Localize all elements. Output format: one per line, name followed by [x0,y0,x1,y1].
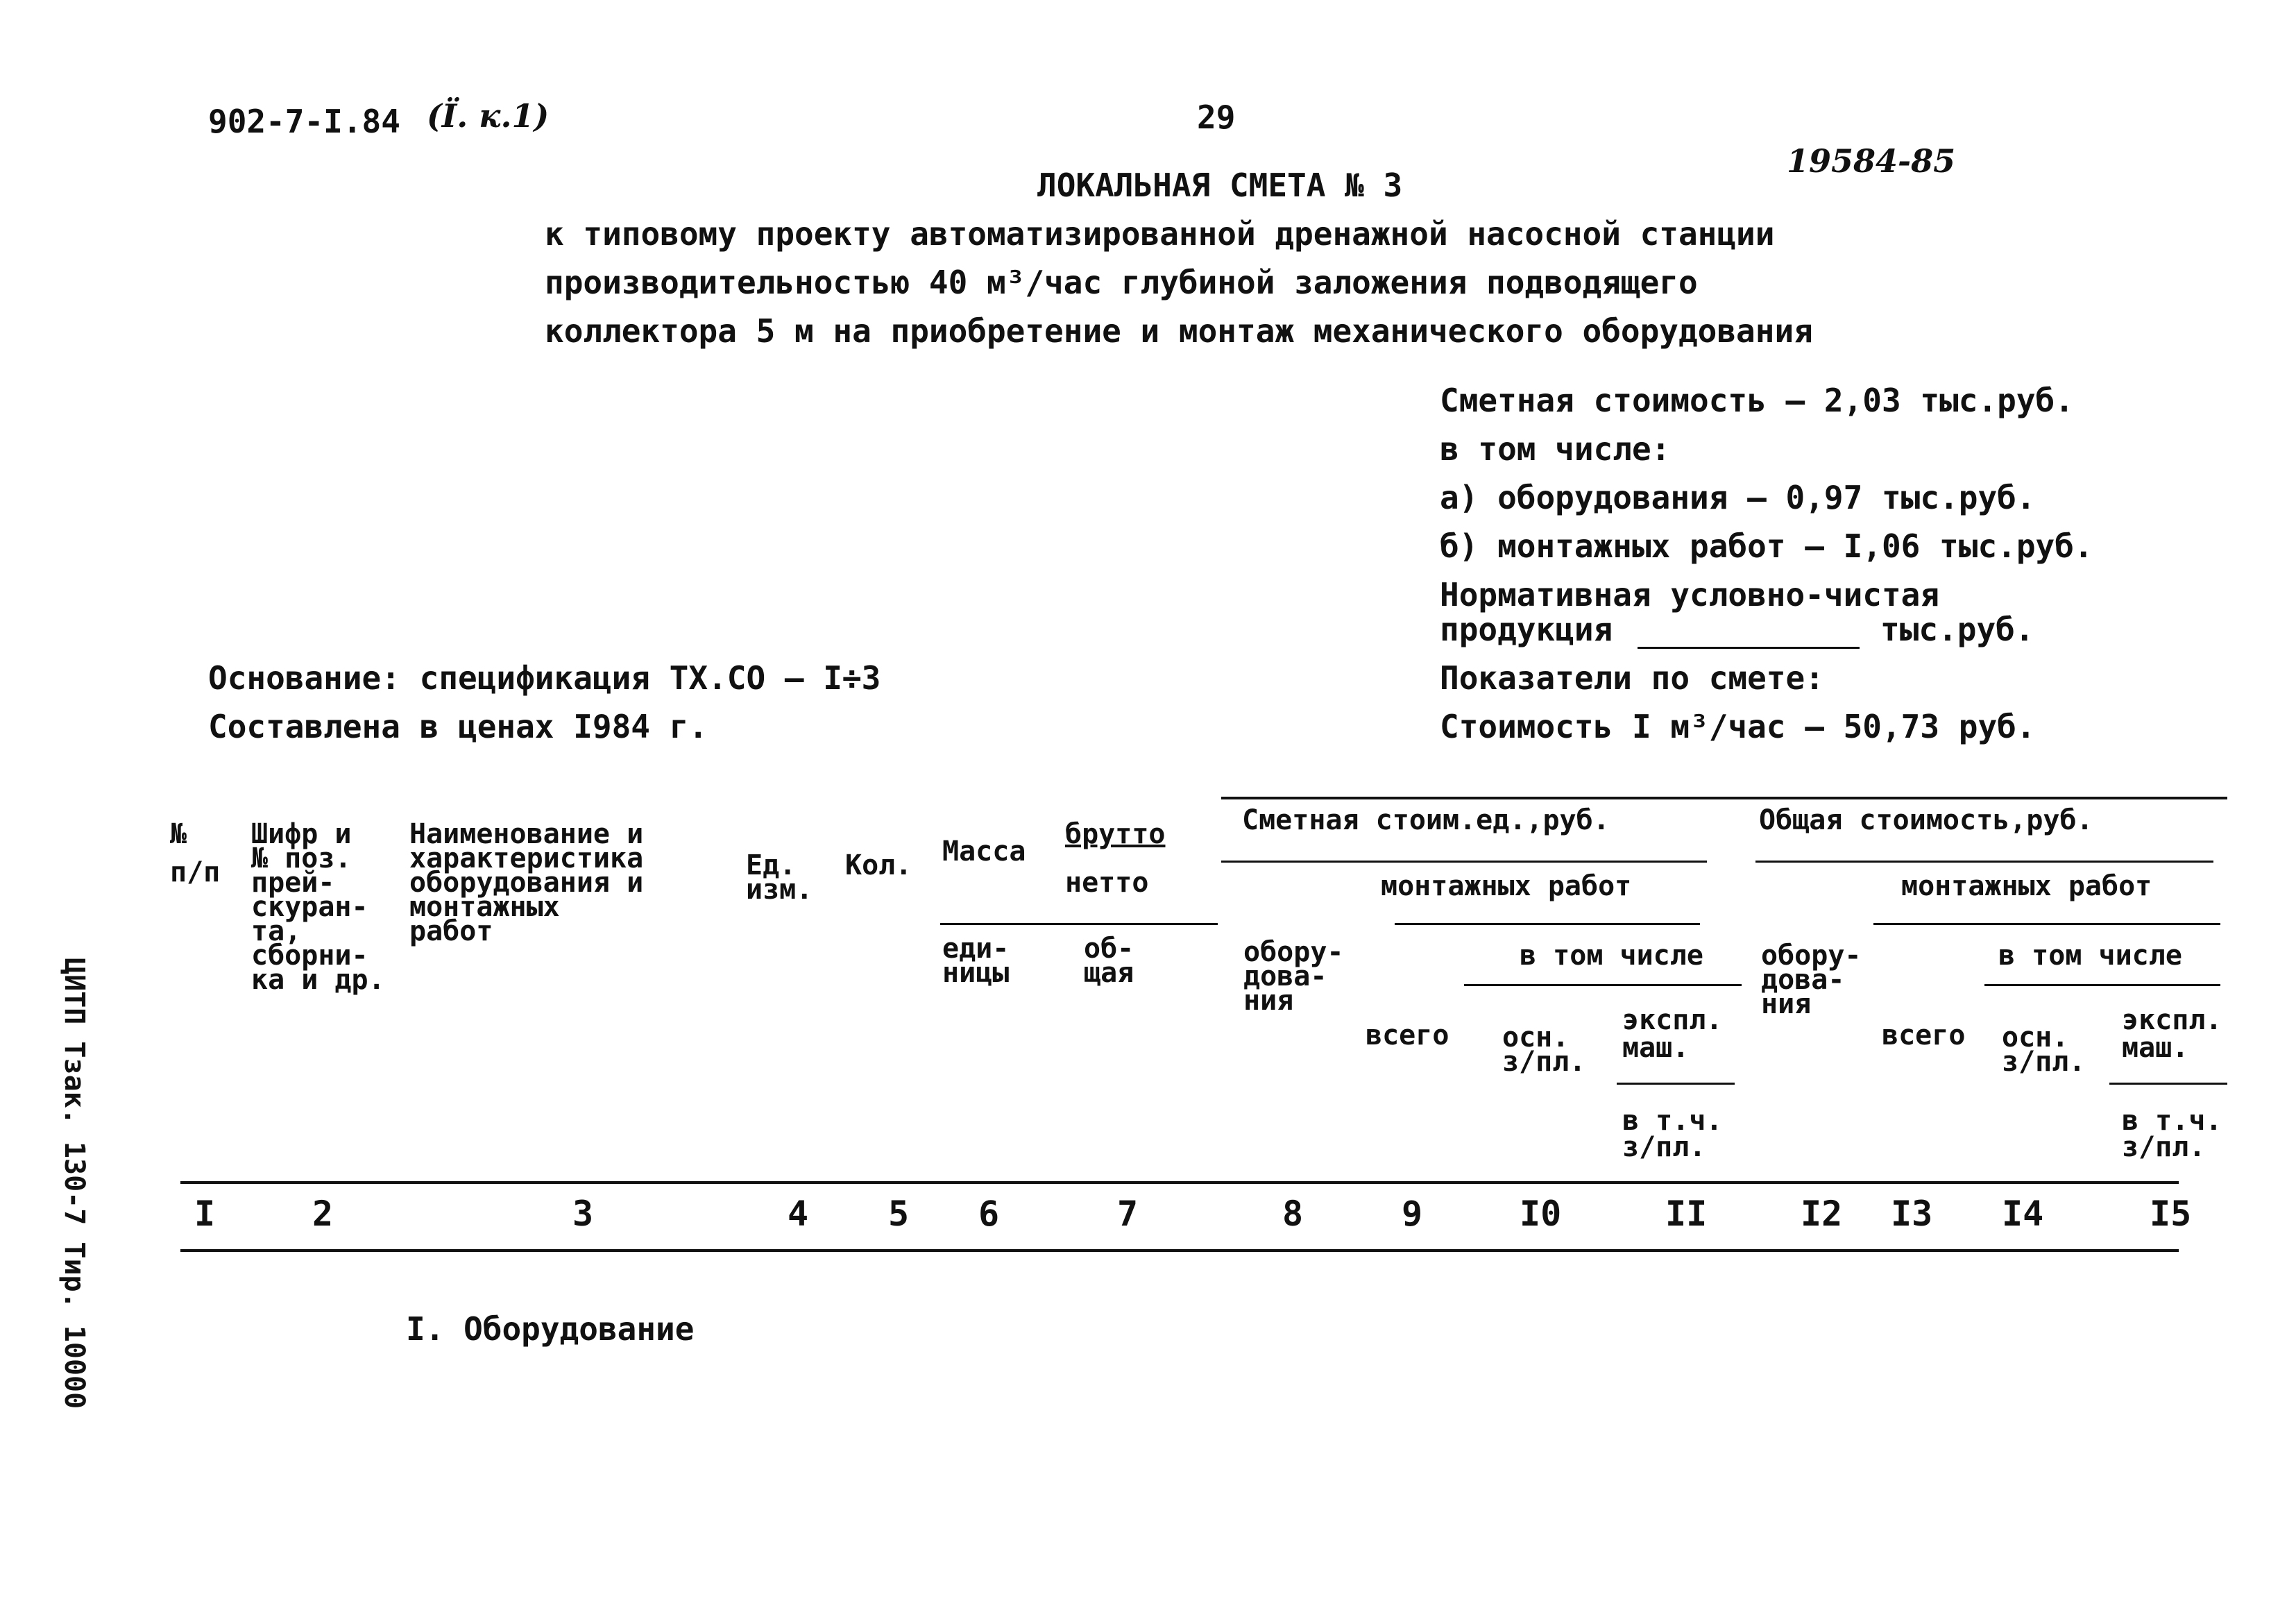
col4-line2: изм. [746,874,813,906]
col3-line3: оборудования и [409,867,644,899]
summary-product-label: продукция [1440,611,1613,648]
handwritten-note: (Ї. к.1) [427,97,550,135]
equipment-unit-2: дова- [1243,960,1327,992]
mount-works-total: монтажных работ [1901,870,2152,902]
subtitle-line-3: коллектора 5 м на приобретение и монтаж механического оборудования [545,312,1813,350]
base-pay-total-1: осн. [2002,1022,2069,1053]
equipment-total-1: обору- [1761,940,1862,972]
equipment-unit-1: обору- [1243,936,1344,968]
unit-line2: ницы [942,957,1010,989]
rule-mount-unit [1221,861,1707,863]
net-label: нетто [1065,867,1149,899]
col5-label: Кол. [845,849,912,881]
page-number: 29 [1197,99,1236,136]
col-number-8: 8 [1282,1194,1304,1234]
document-title: ЛОКАЛЬНАЯ СМЕТА № 3 [1037,167,1403,204]
subtitle-line-1: к типовому проекту автоматизированной дренажной насосной станции [545,215,1775,253]
table-top-rule [1221,797,2227,799]
side-stamp: ЦИТП Тзак. 130-7 Тир. 10000 [58,958,90,1409]
machine-unit-1: экспл. [1622,1004,1723,1036]
summary-line-6: Показатели по смете: [1440,659,1824,697]
rule-of-which-1 [1464,984,1742,986]
col4-line1: Ед. [746,849,797,881]
col3-line2: характеристика [409,842,644,874]
rule-machine-1 [1617,1083,1735,1085]
basis-line-1: Основание: спецификация ТХ.СО – I÷3 [208,659,881,697]
col2-line4: скуран- [251,891,368,923]
col1-line1: № [170,818,187,850]
summary-line-2: в том числе: [1440,430,1671,468]
col2-line3: прей- [251,867,335,899]
summary-product-unit: тыс.руб. [1880,611,2034,648]
col-number-5: 5 [888,1194,910,1234]
col-number-9: 9 [1402,1194,1423,1234]
col2-line5: та, [251,915,302,947]
total-line2: щая [1084,957,1134,989]
machine-unit-2: маш. [1622,1032,1690,1064]
of-which-unit: в том числе [1520,940,1703,972]
rule-mount-total [1755,861,2213,863]
total-line1: об- [1084,933,1134,965]
total-cost-header: Общая стоимость,руб. [1759,804,2093,836]
rule-mount-works-1 [1395,923,1700,925]
gross-label: брутто [1065,818,1166,850]
incl-pay-total-2: з/пл. [2122,1131,2206,1163]
rule-of-which-2 [1984,984,2220,986]
col-number-14: I4 [2002,1194,2044,1234]
rule-mass [940,923,1218,925]
col-number-12: I2 [1801,1194,1843,1234]
base-pay-unit-2: з/пл. [1502,1046,1586,1078]
incl-pay-unit-2: з/пл. [1622,1131,1706,1163]
col3-line4: монтажных [409,891,560,923]
summary-line-4: б) монтажных работ – I,06 тыс.руб. [1440,527,2093,565]
machine-total-1: экспл. [2122,1004,2222,1036]
mount-works-unit: монтажных работ [1381,870,1632,902]
rule-header-bottom [180,1181,2179,1184]
col-number-13: I3 [1891,1194,1933,1234]
rule-machine-2 [2109,1083,2227,1085]
base-pay-unit-1: осн. [1502,1022,1570,1053]
product-value-blank [1638,647,1860,649]
subtitle-line-2: производительностью 40 м³/час глубиной заложения подводящего [545,264,1698,301]
col-number-10: I0 [1520,1194,1562,1234]
unit-cost-header: Сметная стоим.ед.,руб. [1242,804,1610,836]
col-number-15: I5 [2150,1194,2192,1234]
base-pay-total-2: з/пл. [2002,1046,2086,1078]
col-number-6: 6 [978,1194,1000,1234]
col2-line1: Шифр и [251,818,352,850]
incl-pay-unit-1: в т.ч. [1622,1105,1723,1137]
col-number-7: 7 [1117,1194,1139,1234]
mass-label: Масса [942,836,1026,867]
col-number-4: 4 [788,1194,809,1234]
unit-line1: еди- [942,933,1010,965]
section-heading: I. Оборудование [406,1310,695,1348]
equipment-total-3: ния [1761,988,1812,1020]
stamp-number: 19584-85 [1787,142,1956,180]
col2-line7: ка и др. [251,964,385,996]
col-number-1: I [194,1194,216,1234]
summary-line-7: Стоимость I м³/час – 50,73 руб. [1440,708,2036,745]
of-which-total: в том числе [1998,940,2182,972]
summary-line-5: Нормативная условно-чистая [1440,576,1940,613]
all-total: всего [1882,1019,1966,1051]
incl-pay-total-1: в т.ч. [2122,1105,2222,1137]
doc-code: 902-7-I.84 [208,103,400,140]
summary-line-3: а) оборудования – 0,97 тыс.руб. [1440,479,2036,516]
col3-line1: Наименование и [409,818,644,850]
all-unit: всего [1366,1019,1449,1051]
col-number-2: 2 [312,1194,334,1234]
col-number-11: II [1665,1194,1708,1234]
rule-numbers-bottom [180,1249,2179,1252]
equipment-total-2: дова- [1761,964,1845,996]
col3-line5: работ [409,915,493,947]
summary-line-1: Сметная стоимость – 2,03 тыс.руб. [1440,382,2074,419]
equipment-unit-3: ния [1243,985,1294,1017]
col-number-3: 3 [572,1194,594,1234]
col1-line2: п/п [170,856,221,888]
machine-total-2: маш. [2122,1032,2189,1064]
col2-line2: № поз. [251,842,352,874]
rule-mount-works-2 [1873,923,2220,925]
basis-line-2: Составлена в ценах I984 г. [208,708,708,745]
col2-line6: сборни- [251,940,368,972]
